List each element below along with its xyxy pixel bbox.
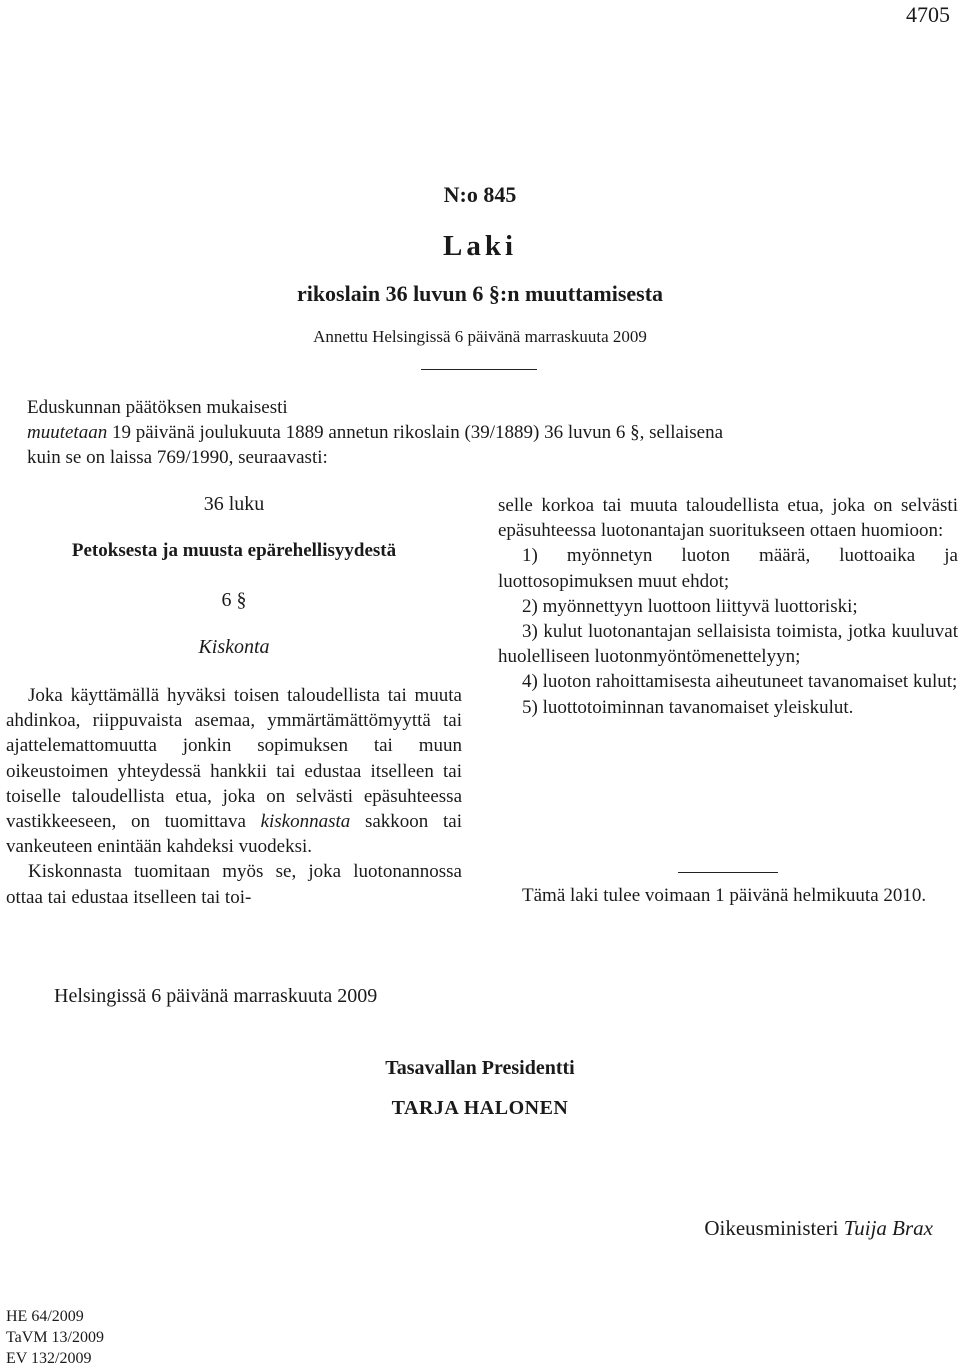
section-number: 6 § xyxy=(221,589,247,611)
paragraph-1 xyxy=(6,683,462,859)
page-number: 4705 xyxy=(906,2,950,27)
entry-into-force xyxy=(498,883,958,908)
list-item: 1) myönnetyn luoton määrä, luottoaika ja luottosopimuksen muut ehdot; xyxy=(498,545,958,592)
given-date: Annettu Helsingissä 6 päivänä marraskuuta 2009 xyxy=(313,327,647,346)
legislative-references xyxy=(6,1306,104,1369)
paragraph-2-continuation: selle korkoa tai muuta taloudellista etua, joka on selvästi epäsuhteessa luotonantajan suoritukseen ottaen huomioon: xyxy=(498,495,958,542)
body-column-right xyxy=(498,493,958,720)
paragraph-2-start: Kiskonnasta tuomitaan myös se, joka luotonannossa ottaa tai edustaa itselleen tai toi- xyxy=(6,861,462,908)
paragraph-1-text-b: sakkoon tai vankeuteen enintään kahdeksi vuodeksi. xyxy=(6,811,462,858)
offence-name: kiskonnasta xyxy=(260,811,351,833)
entry-into-force-text: Tämä laki tulee voimaan 1 päivänä helmikuuta 2010. xyxy=(522,885,927,906)
preamble-line-2-text: 19 päivänä joulukuuta 1889 annetun rikoslain (39/1889) 36 luvun 6 §, sellaisena xyxy=(107,422,724,443)
minister-signature xyxy=(704,1216,933,1241)
law-kind-heading: Laki xyxy=(442,230,518,262)
section-title: Kiskonta xyxy=(198,636,270,658)
minister-title: Oikeusministeri xyxy=(704,1216,844,1240)
reference-item: HE 64/2009 xyxy=(6,1308,84,1325)
law-number: N:o 845 xyxy=(443,182,517,207)
preamble-line-2 xyxy=(27,420,957,445)
preamble-line-1: Eduskunnan päätöksen mukaisesti xyxy=(27,397,288,418)
list-item: 4) luoton rahoittamisesta aiheutuneet tavanomaiset kulut; xyxy=(522,671,958,693)
list-item: 3) kulut luotonantajan sellaisista toimista, jotka kuuluvat huolelliseen luotonmyöntömenettelyyn; xyxy=(498,621,958,668)
place-date: Helsingissä 6 päivänä marraskuuta 2009 xyxy=(54,985,378,1007)
header-divider xyxy=(421,369,537,370)
chapter-title: Petoksesta ja muusta epärehellisyydestä xyxy=(71,540,397,561)
list-item: 5) luottotoiminnan tavanomaiset yleiskulut. xyxy=(522,696,854,718)
president-title: Tasavallan Presidentti xyxy=(385,1057,575,1079)
body-divider xyxy=(678,872,778,873)
reference-item: EV 132/2009 xyxy=(6,1350,92,1367)
president-name: TARJA HALONEN xyxy=(391,1097,569,1119)
preamble-line-3: kuin se on laissa 769/1990, seuraavasti: xyxy=(27,447,328,468)
body-column-left xyxy=(6,683,462,910)
reference-item: TaVM 13/2009 xyxy=(6,1329,104,1346)
chapter-number: 36 luku xyxy=(203,493,265,515)
minister-name: Tuija Brax xyxy=(843,1216,933,1240)
list-item: 2) myönnettyyn luottoon liittyvä luottoriski; xyxy=(522,595,858,617)
paragraph-1-text-a: Joka käyttämällä hyväksi toisen taloudellista tai muuta ahdinkoa, riippuvaista asemaa, ymmärtämättömyyttä tai ajattelemattomuutta jonkin sopimuksen tai muun oikeustoimen yhteydessä hankkii tai edustaa itselleen tai toiselle taloudellista etua, joka on selvästi epäsuhteessa vastikkeeseen, on tuomittava xyxy=(6,685,462,833)
law-title: rikoslain 36 luvun 6 §:n muuttamisesta xyxy=(296,281,664,306)
preamble-verb: muutetaan xyxy=(27,422,108,443)
